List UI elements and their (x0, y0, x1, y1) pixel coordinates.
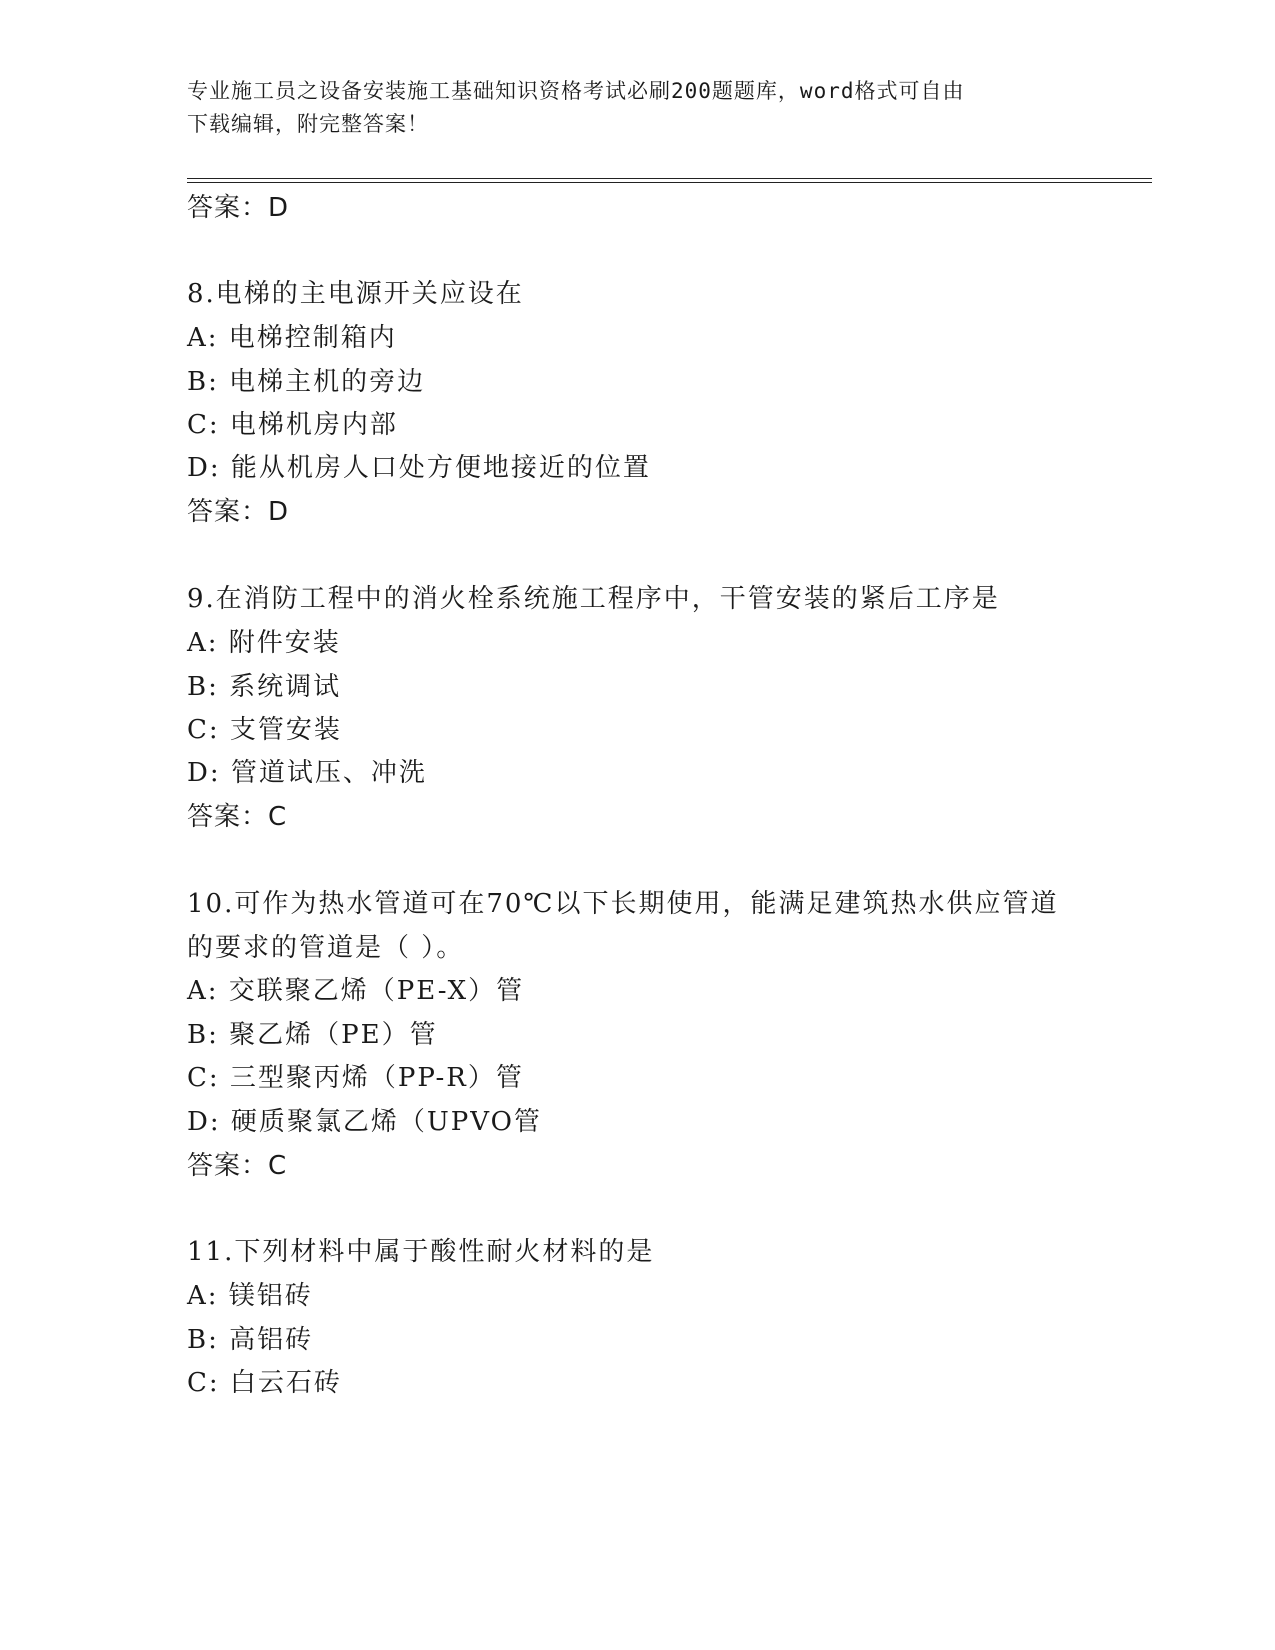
answer-line: 答案：C (187, 802, 288, 832)
document-header (187, 75, 1067, 141)
option-c: C: 三型聚丙烯（PP-R）管 (187, 1063, 524, 1093)
option-a: A: 交联聚乙烯（PE-X）管 (187, 976, 525, 1006)
question-stem: 8.电梯的主电源开关应设在 (187, 279, 524, 309)
option-d: D: 管道试压、冲洗 (187, 758, 427, 788)
option-d: D: 能从机房人口处方便地接近的位置 (187, 453, 651, 483)
option-a: A: 附件安装 (187, 628, 341, 658)
question-stem: 9.在消防工程中的消火栓系统施工程序中，干管安装的紧后工序是 (187, 584, 1000, 614)
header-line-2: 下载编辑，附完整答案！ (187, 112, 429, 136)
option-c: C: 支管安装 (187, 715, 342, 745)
option-c: C: 白云石砖 (187, 1368, 342, 1398)
answer-line: 答案：C (187, 1151, 288, 1181)
option-b: B: 电梯主机的旁边 (187, 367, 426, 397)
question-stem: 10.可作为热水管道可在70℃以下长期使用，能满足建筑热水供应管道 (187, 889, 1059, 919)
option-d: D: 硬质聚氯乙烯（UPVO管 (187, 1107, 542, 1137)
question-stem-continued: 的要求的管道是（ ）。 (187, 933, 465, 963)
option-a: A: 电梯控制箱内 (187, 323, 397, 353)
header-divider-second (187, 182, 1152, 183)
header-divider (187, 178, 1152, 179)
question-stem: 11.下列材料中属于酸性耐火材料的是 (187, 1237, 655, 1267)
answer-line: 答案：D (187, 193, 290, 223)
option-b: B: 高铝砖 (187, 1325, 314, 1355)
header-line-1: 专业施工员之设备安装施工基础知识资格考试必刷200题题库，word格式可自由 (187, 79, 965, 103)
option-b: B: 聚乙烯（PE）管 (187, 1020, 438, 1050)
option-c: C: 电梯机房内部 (187, 410, 398, 440)
option-a: A: 镁铝砖 (187, 1281, 313, 1311)
answer-line: 答案：D (187, 497, 290, 527)
option-b: B: 系统调试 (187, 672, 342, 702)
